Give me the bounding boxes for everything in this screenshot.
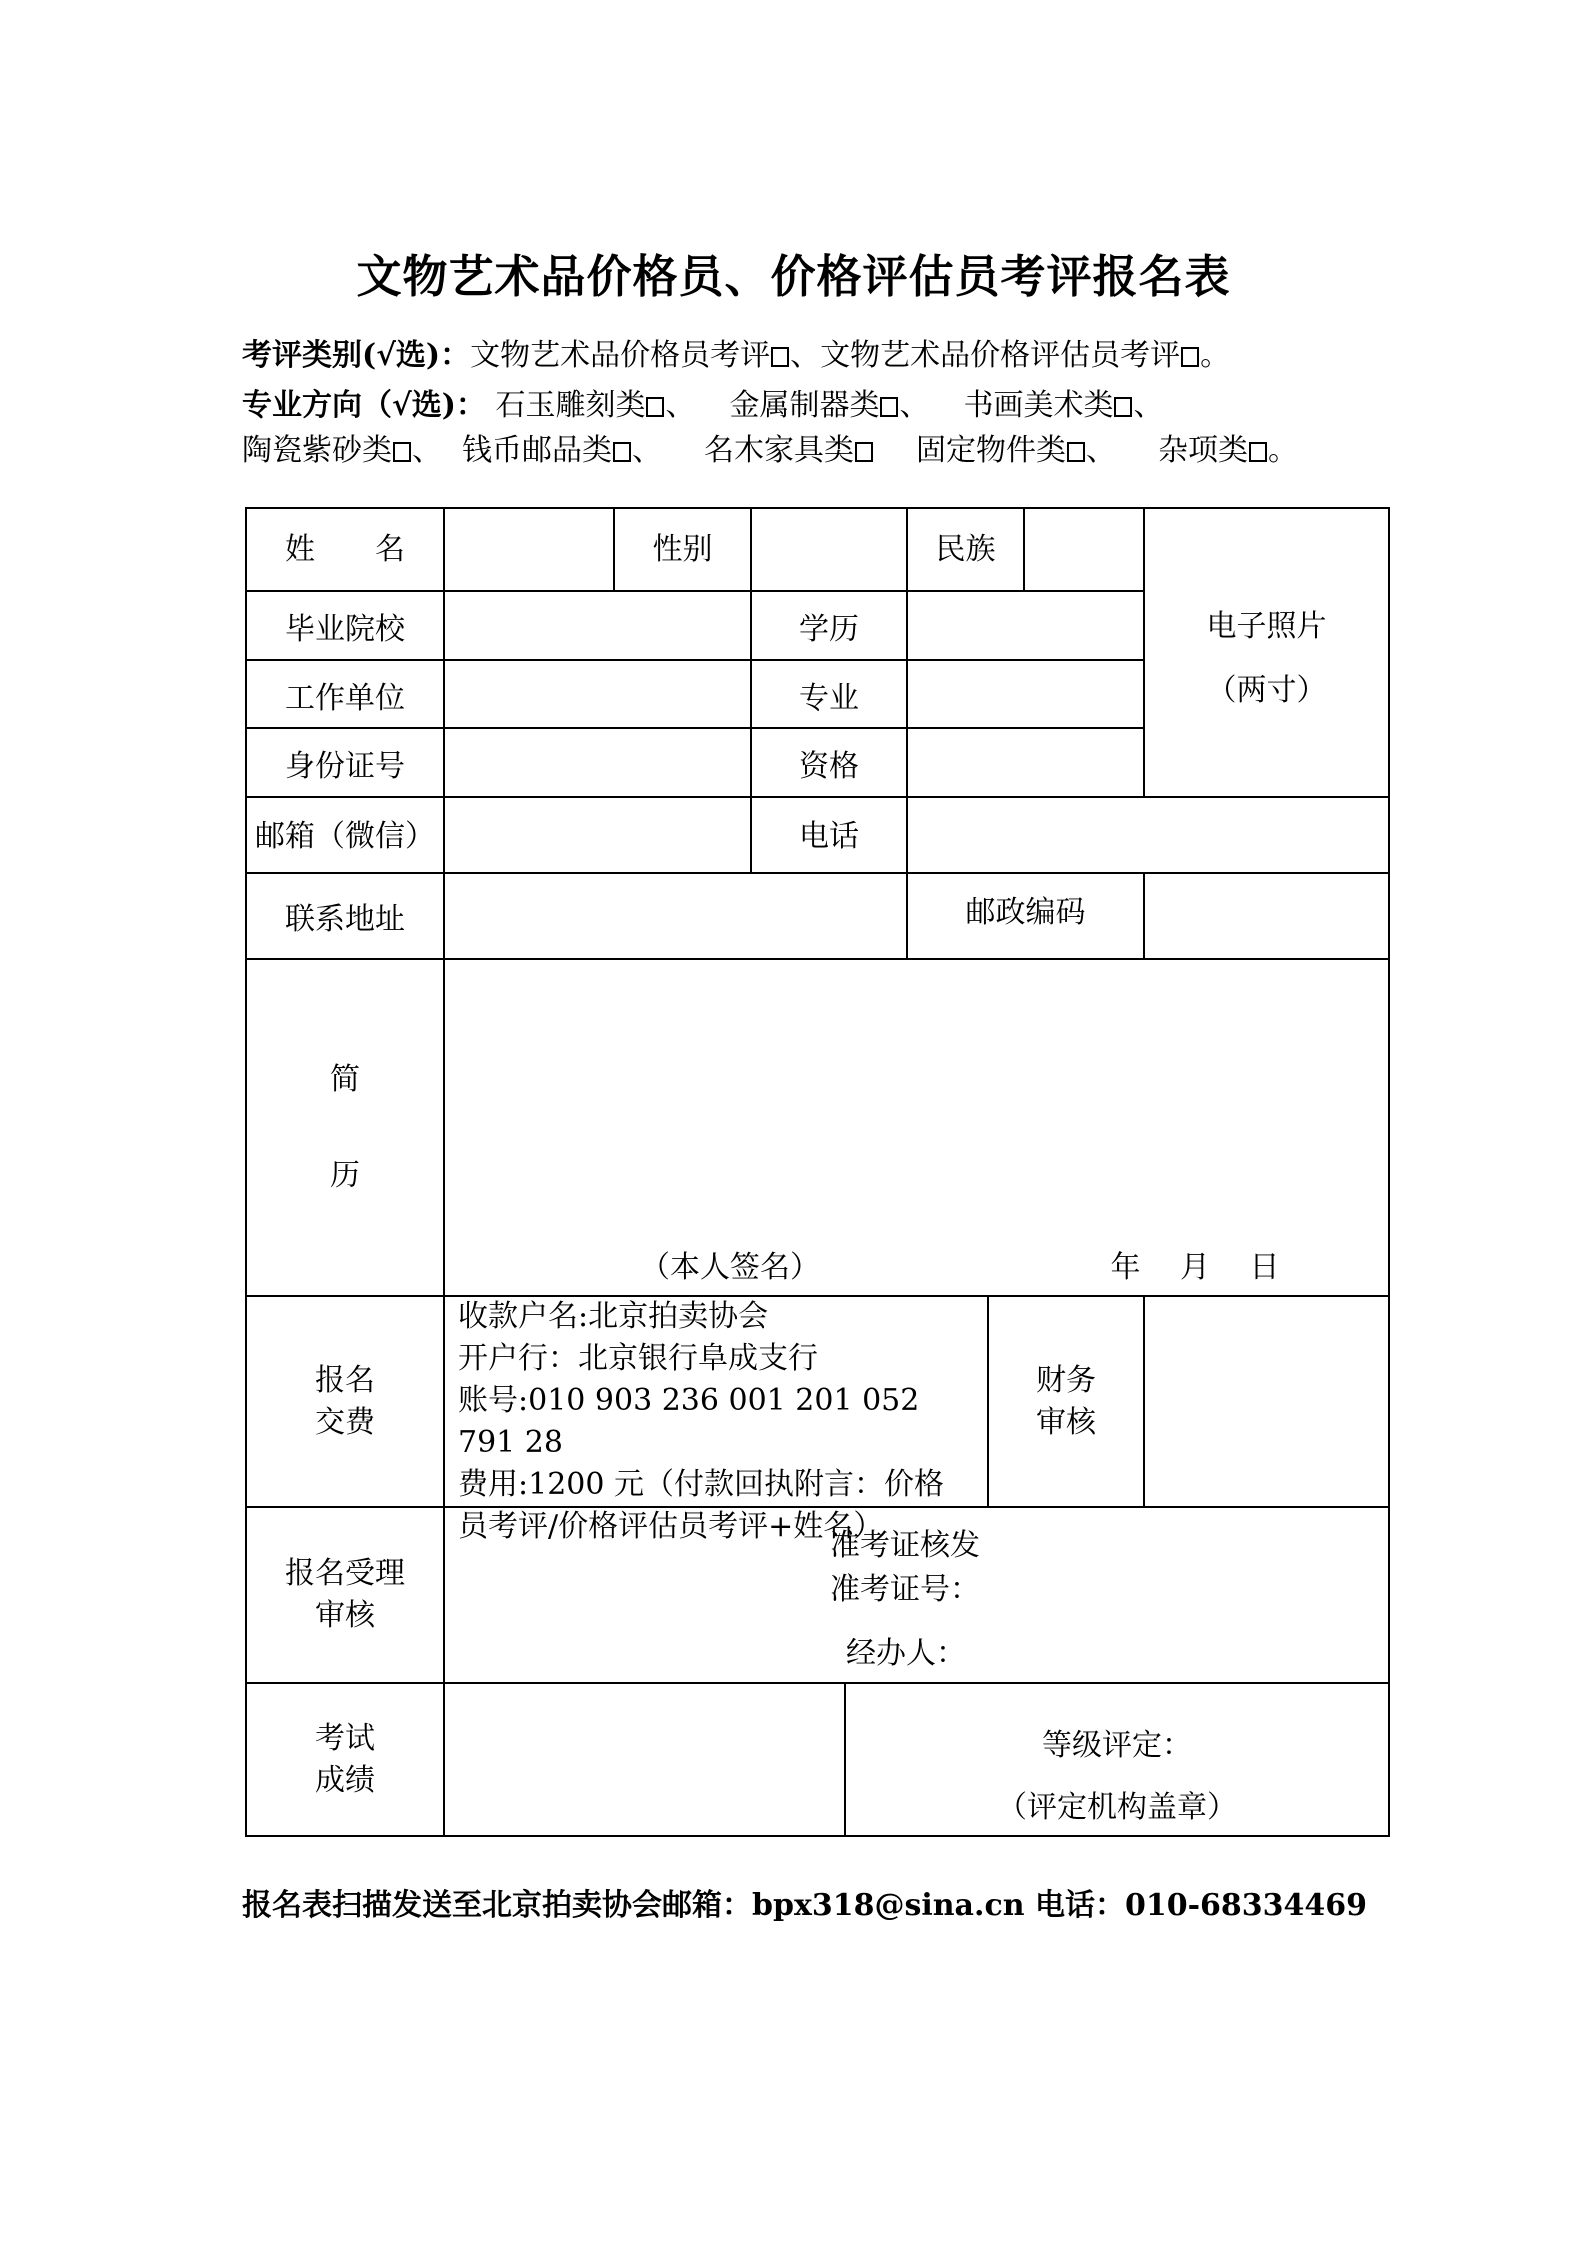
payee: 收款户名:北京拍卖协会 <box>458 1299 769 1334</box>
score-label <box>246 1683 444 1836</box>
direction-item: 钱币邮品类 <box>462 433 612 468</box>
separator: 、 <box>632 433 662 468</box>
separator: 、 <box>1133 388 1164 423</box>
review-label <box>246 1507 444 1683</box>
date-label: 年 月 日 <box>1110 1250 1280 1285</box>
page-title: 文物艺术品价格员、价格评估员考评报名表 <box>356 250 1231 303</box>
seal-label: （评定机构盖章） <box>997 1790 1237 1825</box>
account-number: 账号:010 903 236 001 201 052 791 28 <box>458 1383 920 1460</box>
fee-amount: 费用:1200 元（付款回执附言：价格 <box>458 1467 944 1502</box>
separator: 、 <box>412 433 442 468</box>
score-field[interactable] <box>444 1683 845 1836</box>
bank: 开户行：北京银行阜成支行 <box>458 1341 818 1376</box>
qualification-field[interactable] <box>907 728 1144 797</box>
resume-label-1: 简 <box>330 1062 360 1097</box>
employer-field[interactable] <box>444 660 751 728</box>
signature-label: （本人签名） <box>640 1250 820 1285</box>
address-field[interactable] <box>444 873 907 959</box>
review-label-2: 审核 <box>315 1598 375 1633</box>
category-option-1: 文物艺术品价格员考评 <box>470 338 771 373</box>
gender-field[interactable] <box>751 508 907 591</box>
address-label: 联系地址 <box>285 902 405 937</box>
direction-item: 固定物件类 <box>916 433 1066 468</box>
ethnicity-label: 民族 <box>935 531 996 567</box>
qualification-label: 资格 <box>799 749 859 784</box>
finance-label-1: 财务 <box>1036 1362 1096 1398</box>
email-field[interactable] <box>444 797 751 873</box>
school-field[interactable] <box>444 591 751 660</box>
category-label: 考评类别(√选)： <box>242 338 471 373</box>
education-label: 学历 <box>799 612 859 647</box>
direction-item: 名木家具类 <box>704 433 854 468</box>
separator: 、 <box>665 388 696 423</box>
postcode-label: 邮政编码 <box>965 895 1086 930</box>
photo-box[interactable] <box>1144 508 1389 797</box>
fee-label <box>246 1296 444 1507</box>
period: 。 <box>1268 433 1298 468</box>
education-field[interactable] <box>907 591 1144 660</box>
resume-label-2: 历 <box>330 1158 360 1193</box>
major-label: 专业 <box>799 681 859 716</box>
phone-label: 电话 <box>799 819 859 854</box>
ticket-issue: 准考证核发 <box>830 1528 980 1563</box>
employer-label: 工作单位 <box>285 681 405 716</box>
finance-label <box>988 1296 1144 1507</box>
payment-info <box>458 1296 978 1548</box>
score-label-1: 考试 <box>315 1720 375 1756</box>
resume-field[interactable] <box>444 959 1389 1296</box>
separator: 、 <box>790 338 821 373</box>
school-label: 毕业院校 <box>285 612 405 647</box>
handler[interactable]: 经办人： <box>846 1636 966 1671</box>
score-label-2: 成绩 <box>315 1762 375 1798</box>
direction-item: 杂项类 <box>1158 433 1248 468</box>
fee-label-1: 报名 <box>315 1362 375 1398</box>
direction-item: 陶瓷紫砂类 <box>242 433 392 468</box>
photo-label: 电子照片 <box>1206 609 1327 644</box>
direction-item: 石玉雕刻类 <box>495 388 646 423</box>
phone-field[interactable] <box>907 797 1389 873</box>
email-label: 邮箱（微信） <box>255 819 435 854</box>
direction-label: 专业方向（√选)： <box>242 388 486 423</box>
category-option-2: 文物艺术品价格评估员考评 <box>820 338 1181 373</box>
finance-label-2: 审核 <box>1036 1404 1096 1440</box>
id-field[interactable] <box>444 728 751 797</box>
separator: 、 <box>899 388 930 423</box>
fee-label-2: 交费 <box>315 1404 375 1440</box>
ticket-number[interactable]: 准考证号： <box>830 1572 980 1607</box>
direction-item: 书画美术类 <box>963 388 1114 423</box>
major-field[interactable] <box>907 660 1144 728</box>
photo-size-label: （两寸） <box>1206 673 1327 708</box>
postcode-field[interactable] <box>1144 873 1389 959</box>
name-label: 姓 名 <box>285 531 405 567</box>
footer-note: 报名表扫描发送至北京拍卖协会邮箱：bpx318@sina.cn 电话：010-68334469 <box>242 1888 1368 1923</box>
direction-item: 金属制器类 <box>729 388 880 423</box>
id-label: 身份证号 <box>285 749 405 784</box>
gender-label: 性别 <box>652 531 713 567</box>
separator: 、 <box>1086 433 1116 468</box>
fee-note: 员考评/价格评估员考评+姓名） <box>458 1509 884 1544</box>
review-label-1: 报名受理 <box>285 1556 405 1591</box>
ethnicity-field[interactable] <box>1024 508 1144 591</box>
period: 。 <box>1200 338 1231 373</box>
grade-label: 等级评定： <box>1042 1728 1192 1763</box>
finance-field[interactable] <box>1144 1296 1389 1507</box>
name-field[interactable] <box>444 508 614 591</box>
